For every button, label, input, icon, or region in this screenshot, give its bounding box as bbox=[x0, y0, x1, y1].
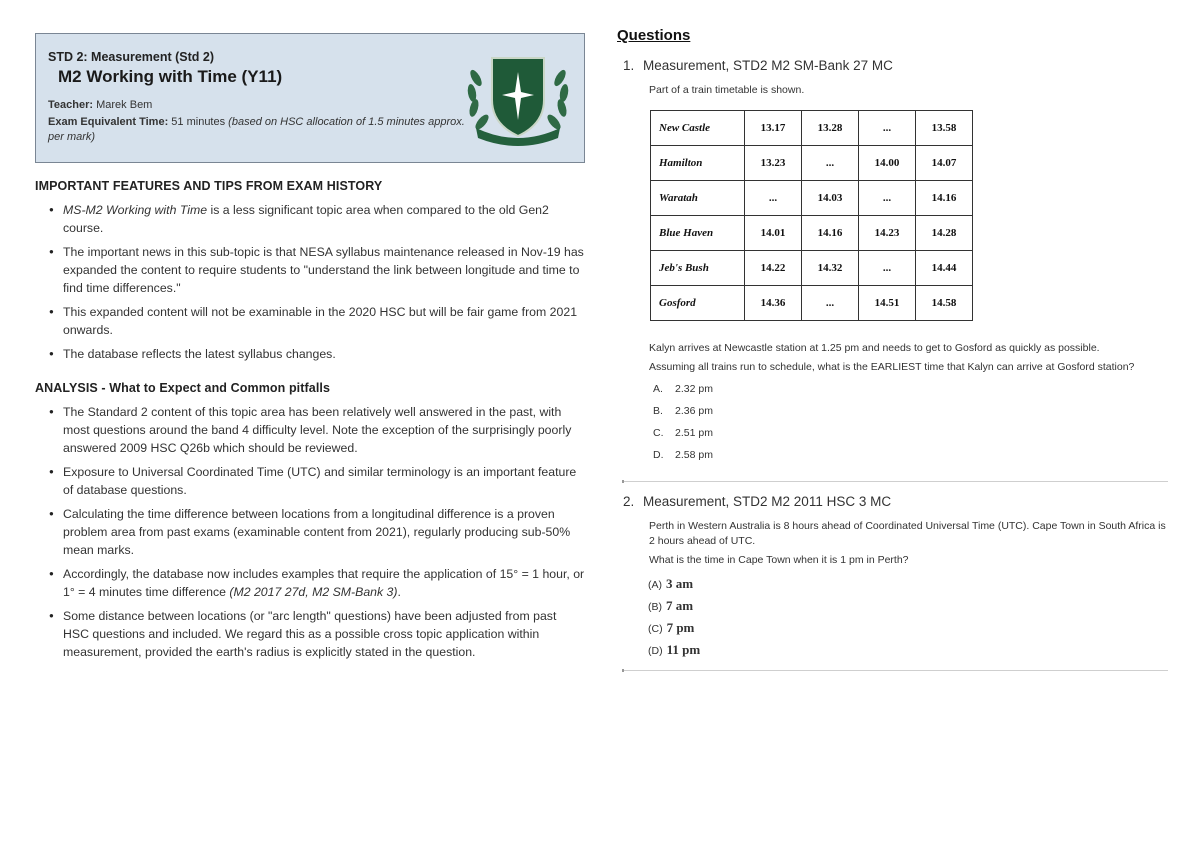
table-row bbox=[651, 216, 973, 251]
question-divider bbox=[622, 481, 1168, 482]
time-cell: 14.22 bbox=[745, 251, 802, 286]
topic-summary bbox=[35, 33, 585, 667]
question-1-prompt: Assuming all trains run to schedule, what is the EARLIEST time that Kalyn can arrive at Gosford station? bbox=[649, 361, 1135, 373]
time-cell: 14.58 bbox=[916, 286, 973, 321]
time-cell: 14.32 bbox=[802, 251, 859, 286]
time-cell: 14.07 bbox=[916, 146, 973, 181]
time-cell: 14.28 bbox=[916, 216, 973, 251]
time-cell: 13.28 bbox=[802, 111, 859, 146]
school-crest-icon bbox=[462, 48, 574, 148]
exam-time-line bbox=[48, 115, 468, 145]
time-cell: 13.23 bbox=[745, 146, 802, 181]
answer-option-a[interactable]: (A) 3 am bbox=[648, 576, 694, 591]
answer-option-a[interactable]: A. 2.32 pm bbox=[653, 383, 713, 395]
station-name-cell: Blue Haven bbox=[651, 216, 745, 251]
answer-option-b[interactable]: (B) 7 am bbox=[648, 598, 694, 613]
time-cell: 14.03 bbox=[802, 181, 859, 216]
time-cell: 14.44 bbox=[916, 251, 973, 286]
answer-option-d[interactable]: (D) 11 pm bbox=[648, 642, 701, 657]
features-list bbox=[35, 201, 585, 363]
teacher-label: Teacher: bbox=[48, 99, 94, 111]
time-cell: 14.01 bbox=[745, 216, 802, 251]
time-cell: 14.16 bbox=[916, 181, 973, 216]
table-row bbox=[651, 146, 973, 181]
table-row bbox=[651, 251, 973, 286]
table-row bbox=[651, 286, 973, 321]
time-cell: 14.23 bbox=[859, 216, 916, 251]
answer-option-d[interactable]: D. 2.58 pm bbox=[653, 449, 713, 461]
station-name-cell: New Castle bbox=[651, 111, 745, 146]
question-1-intro: Part of a train timetable is shown. bbox=[649, 84, 805, 96]
time-cell: 13.58 bbox=[916, 111, 973, 146]
time-cell: ... bbox=[859, 251, 916, 286]
list-item: ● Exposure to Universal Coordinated Time (UTC) and similar terminology is an important feature of database questions. bbox=[63, 463, 585, 499]
time-cell: ... bbox=[859, 111, 916, 146]
time-cell: ... bbox=[859, 181, 916, 216]
station-name-cell: Jeb's Bush bbox=[651, 251, 745, 286]
time-cell: 13.17 bbox=[745, 111, 802, 146]
question-1-text: Kalyn arrives at Newcastle station at 1.25 pm and needs to get to Gosford as quickly as possible. bbox=[649, 342, 1100, 354]
answer-option-c[interactable]: (C) 7 pm bbox=[648, 620, 695, 635]
exam-time-value: 51 minutes bbox=[171, 116, 226, 128]
time-cell: ... bbox=[745, 181, 802, 216]
answer-option-c[interactable]: C. 2.51 pm bbox=[653, 427, 713, 439]
question-2-text: Perth in Western Australia is 8 hours ahead of Coordinated Universal Time (UTC). Cape Town in South Africa is 2 hours ahead of UTC. bbox=[649, 520, 1166, 547]
time-cell: 14.16 bbox=[802, 216, 859, 251]
station-name-cell: Hamilton bbox=[651, 146, 745, 181]
table-row bbox=[651, 111, 973, 146]
station-name-cell: Gosford bbox=[651, 286, 745, 321]
time-cell: ... bbox=[802, 286, 859, 321]
time-cell: 14.00 bbox=[859, 146, 916, 181]
features-title: IMPORTANT FEATURES AND TIPS FROM EXAM HISTORY bbox=[35, 179, 383, 193]
course-label: STD 2: Measurement (Std 2) bbox=[48, 50, 215, 64]
time-cell: 14.51 bbox=[859, 286, 916, 321]
questions-column bbox=[617, 27, 1168, 671]
teacher-name: Marek Bem bbox=[96, 99, 153, 111]
topic-title: M2 Working with Time (Y11) bbox=[58, 67, 283, 86]
question-2-title: 2. Measurement, STD2 M2 2011 HSC 3 MC bbox=[623, 494, 892, 509]
list-item: ● Accordingly, the database now includes examples that require the application of 15° = 1 hour, or 1° = 4 minutes time difference (M2 2017 27d, M2 SM-Bank 3). bbox=[63, 565, 585, 601]
list-item: ● The database reflects the latest syllabus changes. bbox=[63, 345, 585, 363]
time-cell: ... bbox=[802, 146, 859, 181]
analysis-title: ANALYSIS - What to Expect and Common pitfalls bbox=[35, 381, 331, 395]
question-divider bbox=[622, 670, 1168, 671]
list-item: ● The Standard 2 content of this topic area has been relatively well answered in the past, with most questions around the band 4 difficulty level. Note the exception of the surprisingly poorly answered 2009 HSC Q26b which should be reviewed. bbox=[63, 403, 585, 457]
list-item: ● Some distance between locations (or "arc length" questions) have been adjusted from past HSC questions and included. We regard this as a possible cross topic application within measurement, provided the earth's radius is explicitly stated in the question. bbox=[63, 607, 585, 661]
list-item: ● MS-M2 Working with Time is a less significant topic area when compared to the old Gen2 course. bbox=[63, 201, 585, 237]
station-name-cell: Waratah bbox=[651, 181, 745, 216]
answer-option-b[interactable]: B. 2.36 pm bbox=[653, 405, 713, 417]
list-item: ● The important news in this sub-topic is that NESA syllabus maintenance released in Nov-19 has expanded the content to require students to "understand the link between longitude and time to find time differences." bbox=[63, 243, 585, 297]
questions-heading: Questions bbox=[617, 27, 691, 44]
list-item: ● This expanded content will not be examinable in the 2020 HSC but will be fair game from 2021 onwards. bbox=[63, 303, 585, 339]
list-item: ● Calculating the time difference between locations from a longitudinal difference is a proven problem area from past exams (examinable content from 2021), regularly producing sub-50% mean marks. bbox=[63, 505, 585, 559]
analysis-list bbox=[35, 403, 585, 661]
table-row bbox=[651, 181, 973, 216]
time-cell: 14.36 bbox=[745, 286, 802, 321]
question-2-prompt: What is the time in Cape Town when it is 1 pm in Perth? bbox=[649, 554, 909, 566]
train-timetable bbox=[650, 110, 973, 321]
question-2-options bbox=[648, 576, 1168, 664]
exam-time-note: (based on HSC allocation of 1.5 minutes approx. per mark) bbox=[48, 116, 465, 143]
question-1-title: 1. Measurement, STD2 M2 SM-Bank 27 MC bbox=[623, 58, 893, 73]
question-1-options bbox=[653, 383, 1168, 471]
exam-time-label: Exam Equivalent Time: bbox=[48, 116, 169, 128]
topic-header-box bbox=[35, 33, 585, 163]
